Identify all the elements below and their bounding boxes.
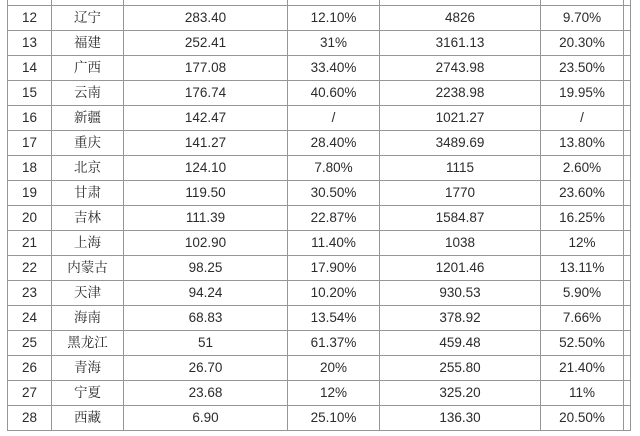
- cell-cutoff-column: [624, 230, 631, 255]
- cell-cutoff-column: [624, 205, 631, 230]
- cell-province: 内蒙古: [52, 255, 124, 280]
- cell-value-a: 111.39: [124, 205, 288, 230]
- table-row: [8, 380, 631, 405]
- cell-growth-a: 13.54%: [288, 305, 380, 330]
- cell-value-b: 3489.69: [380, 130, 541, 155]
- table-row: [8, 255, 631, 280]
- cell-growth-a: 30.50%: [288, 180, 380, 205]
- table-row: [8, 330, 631, 355]
- cell-growth-a: 12%: [288, 380, 380, 405]
- cell-growth-b: 13.80%: [541, 130, 624, 155]
- cell-growth-b: 19.95%: [541, 80, 624, 105]
- cell-value-a: 252.41: [124, 30, 288, 55]
- cell-growth-a: 10.20%: [288, 280, 380, 305]
- cell-growth-a: 20%: [288, 355, 380, 380]
- cell-growth-b: 21.40%: [541, 355, 624, 380]
- cell-value-a: 283.40: [124, 5, 288, 30]
- cell-growth-a: 11.40%: [288, 230, 380, 255]
- cell-growth-b: 5.90%: [541, 280, 624, 305]
- cell-growth-b: 52.50%: [541, 330, 624, 355]
- cell-cutoff-column: [624, 255, 631, 280]
- cell-rank: 21: [8, 230, 52, 255]
- cell-cutoff-column: [624, 305, 631, 330]
- cell-province: 北京: [52, 155, 124, 180]
- cell-province: 辽宁: [52, 5, 124, 30]
- cell-province: 云南: [52, 80, 124, 105]
- cell-growth-a: 7.80%: [288, 155, 380, 180]
- cell-cutoff-column: [624, 280, 631, 305]
- cell-value-a: 6.90: [124, 405, 288, 430]
- province-ranking-table: [7, 0, 631, 431]
- cell-cutoff-column: [624, 405, 631, 430]
- table-row: [8, 80, 631, 105]
- cell-province: 青海: [52, 355, 124, 380]
- cell-growth-a: 12.10%: [288, 5, 380, 30]
- cell-province: 上海: [52, 230, 124, 255]
- cell-cutoff-column: [624, 30, 631, 55]
- cell-cutoff-column: [624, 5, 631, 30]
- cell-value-b: 378.92: [380, 305, 541, 330]
- cell-value-b: 930.53: [380, 280, 541, 305]
- cell-province: 西藏: [52, 405, 124, 430]
- table-row: [8, 55, 631, 80]
- cell-value-a: 94.24: [124, 280, 288, 305]
- cell-rank: 22: [8, 255, 52, 280]
- cell-rank: 26: [8, 355, 52, 380]
- cell-province: 海南: [52, 305, 124, 330]
- cell-value-a: 142.47: [124, 105, 288, 130]
- cell-cutoff-column: [624, 130, 631, 155]
- table-row: [8, 305, 631, 330]
- cell-province: 吉林: [52, 205, 124, 230]
- table-row: [8, 105, 631, 130]
- cell-value-b: 4826: [380, 5, 541, 30]
- cell-value-b: 1115: [380, 155, 541, 180]
- cell-growth-a: 61.37%: [288, 330, 380, 355]
- table-row: [8, 405, 631, 430]
- cell-growth-b: 23.60%: [541, 180, 624, 205]
- cell-value-b: 2743.98: [380, 55, 541, 80]
- cell-rank: 24: [8, 305, 52, 330]
- cell-value-b: 459.48: [380, 330, 541, 355]
- cell-growth-a: /: [288, 105, 380, 130]
- cell-rank: 16: [8, 105, 52, 130]
- cell-rank: 18: [8, 155, 52, 180]
- cell-rank: 27: [8, 380, 52, 405]
- cell-growth-b: 2.60%: [541, 155, 624, 180]
- cell-value-b: 325.20: [380, 380, 541, 405]
- cell-value-a: 141.27: [124, 130, 288, 155]
- table-row: [8, 180, 631, 205]
- table-row: [8, 280, 631, 305]
- cell-province: 甘肃: [52, 180, 124, 205]
- cell-growth-a: 25.10%: [288, 405, 380, 430]
- cell-rank: 23: [8, 280, 52, 305]
- cell-province: 天津: [52, 280, 124, 305]
- cell-value-b: 1770: [380, 180, 541, 205]
- table-body: [8, 0, 631, 430]
- cell-cutoff-column: [624, 180, 631, 205]
- table-row: [8, 355, 631, 380]
- cell-value-a: 124.10: [124, 155, 288, 180]
- cell-rank: 20: [8, 205, 52, 230]
- cell-cutoff-column: [624, 105, 631, 130]
- cell-rank: 12: [8, 5, 52, 30]
- cell-rank: 17: [8, 130, 52, 155]
- cell-growth-a: 28.40%: [288, 130, 380, 155]
- cell-cutoff-column: [624, 380, 631, 405]
- cell-value-b: 1584.87: [380, 205, 541, 230]
- cell-cutoff-column: [624, 330, 631, 355]
- table-row: [8, 5, 631, 30]
- cell-growth-b: 16.25%: [541, 205, 624, 230]
- cell-value-b: 2238.98: [380, 80, 541, 105]
- cell-growth-b: 13.11%: [541, 255, 624, 280]
- cell-rank: 25: [8, 330, 52, 355]
- cell-growth-b: 11%: [541, 380, 624, 405]
- cell-growth-b: 23.50%: [541, 55, 624, 80]
- cell-growth-b: 9.70%: [541, 5, 624, 30]
- cell-value-b: 1021.27: [380, 105, 541, 130]
- cell-province: 黑龙江: [52, 330, 124, 355]
- cell-value-b: 255.80: [380, 355, 541, 380]
- table-row: [8, 155, 631, 180]
- cell-value-a: 177.08: [124, 55, 288, 80]
- cell-growth-b: 20.30%: [541, 30, 624, 55]
- cell-province: 广西: [52, 55, 124, 80]
- cell-value-a: 119.50: [124, 180, 288, 205]
- cell-value-a: 26.70: [124, 355, 288, 380]
- cell-growth-a: 31%: [288, 30, 380, 55]
- cell-province: 宁夏: [52, 380, 124, 405]
- table-row: [8, 230, 631, 255]
- cell-growth-a: 40.60%: [288, 80, 380, 105]
- cell-value-a: 23.68: [124, 380, 288, 405]
- cell-value-b: 136.30: [380, 405, 541, 430]
- cell-cutoff-column: [624, 55, 631, 80]
- cell-value-a: 102.90: [124, 230, 288, 255]
- cell-rank: 15: [8, 80, 52, 105]
- cell-value-a: 51: [124, 330, 288, 355]
- cell-cutoff-column: [624, 80, 631, 105]
- cell-value-b: 3161.13: [380, 30, 541, 55]
- cell-growth-a: 17.90%: [288, 255, 380, 280]
- cell-growth-b: 12%: [541, 230, 624, 255]
- table-row: [8, 205, 631, 230]
- cell-rank: 13: [8, 30, 52, 55]
- cell-growth-b: 20.50%: [541, 405, 624, 430]
- cell-province: 重庆: [52, 130, 124, 155]
- cell-rank: 19: [8, 180, 52, 205]
- cell-value-a: 176.74: [124, 80, 288, 105]
- cell-growth-a: 33.40%: [288, 55, 380, 80]
- cell-rank: 14: [8, 55, 52, 80]
- cell-value-a: 98.25: [124, 255, 288, 280]
- table-row: [8, 30, 631, 55]
- table-row: [8, 130, 631, 155]
- cell-value-b: 1201.46: [380, 255, 541, 280]
- cell-province: 新疆: [52, 105, 124, 130]
- cell-growth-a: 22.87%: [288, 205, 380, 230]
- cell-cutoff-column: [624, 355, 631, 380]
- cell-cutoff-column: [624, 155, 631, 180]
- cell-value-b: 1038: [380, 230, 541, 255]
- cell-growth-b: 7.66%: [541, 305, 624, 330]
- cell-growth-b: /: [541, 105, 624, 130]
- cell-province: 福建: [52, 30, 124, 55]
- cell-rank: 28: [8, 405, 52, 430]
- cell-value-a: 68.83: [124, 305, 288, 330]
